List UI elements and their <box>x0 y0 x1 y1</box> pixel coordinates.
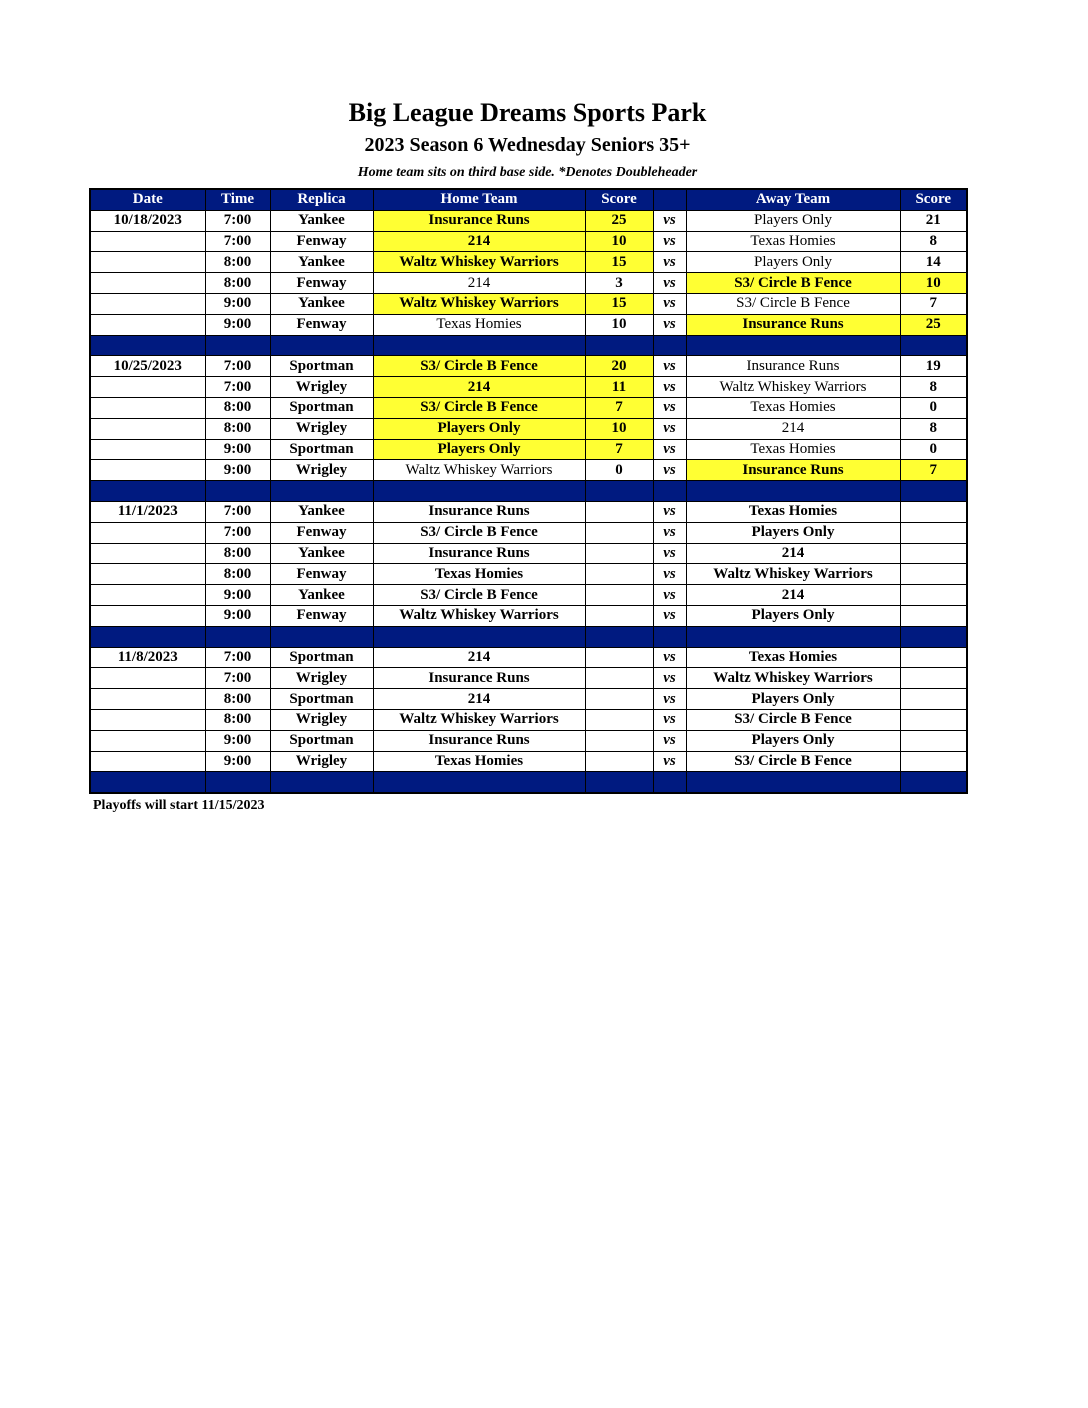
game-date <box>90 689 205 710</box>
table-row <box>90 689 967 710</box>
game-time: 7:00 <box>205 210 270 231</box>
away-score <box>900 522 967 543</box>
game-time: 8:00 <box>205 273 270 294</box>
game-date <box>90 751 205 772</box>
table-row <box>90 293 967 314</box>
away-team: 214 <box>686 418 900 439</box>
home-score <box>585 668 653 689</box>
column-header-away-team: Away Team <box>686 189 900 210</box>
separator-cell <box>900 335 967 356</box>
home-team: Texas Homies <box>373 564 585 585</box>
game-replica: Wrigley <box>270 377 373 398</box>
vs-label: vs <box>653 730 686 751</box>
schedule-table <box>89 188 968 794</box>
game-date <box>90 252 205 273</box>
table-row <box>90 252 967 273</box>
home-team: 214 <box>373 377 585 398</box>
column-header-home-team: Home Team <box>373 189 585 210</box>
game-replica: Sportman <box>270 439 373 460</box>
home-score: 15 <box>585 293 653 314</box>
home-team: Insurance Runs <box>373 730 585 751</box>
away-team: Waltz Whiskey Warriors <box>686 668 900 689</box>
home-team: Waltz Whiskey Warriors <box>373 252 585 273</box>
game-replica: Yankee <box>270 585 373 606</box>
game-time: 9:00 <box>205 460 270 481</box>
game-time: 9:00 <box>205 314 270 335</box>
vs-label: vs <box>653 210 686 231</box>
home-score <box>585 564 653 585</box>
week-separator-row <box>90 481 967 502</box>
game-date: 10/18/2023 <box>90 210 205 231</box>
table-row <box>90 668 967 689</box>
game-replica: Yankee <box>270 252 373 273</box>
away-team: Texas Homies <box>686 501 900 522</box>
separator-cell <box>653 335 686 356</box>
home-team: S3/ Circle B Fence <box>373 356 585 377</box>
away-score <box>900 730 967 751</box>
table-row <box>90 522 967 543</box>
week-separator-row <box>90 772 967 793</box>
away-score: 0 <box>900 439 967 460</box>
away-score: 7 <box>900 293 967 314</box>
game-replica: Fenway <box>270 314 373 335</box>
home-score: 25 <box>585 210 653 231</box>
separator-cell <box>900 626 967 647</box>
vs-label: vs <box>653 647 686 668</box>
separator-cell <box>373 626 585 647</box>
vs-label: vs <box>653 293 686 314</box>
away-score <box>900 751 967 772</box>
game-replica: Sportman <box>270 689 373 710</box>
game-date <box>90 730 205 751</box>
away-score: 10 <box>900 273 967 294</box>
game-date: 11/8/2023 <box>90 647 205 668</box>
away-team: Texas Homies <box>686 397 900 418</box>
away-score: 25 <box>900 314 967 335</box>
away-score: 8 <box>900 377 967 398</box>
vs-label: vs <box>653 314 686 335</box>
table-row <box>90 377 967 398</box>
game-time: 7:00 <box>205 231 270 252</box>
table-header-row <box>90 189 967 210</box>
separator-cell <box>373 481 585 502</box>
away-team: Players Only <box>686 605 900 626</box>
vs-label: vs <box>653 543 686 564</box>
away-score: 8 <box>900 231 967 252</box>
away-score: 7 <box>900 460 967 481</box>
table-row <box>90 564 967 585</box>
separator-cell <box>90 772 205 793</box>
game-date <box>90 460 205 481</box>
game-time: 7:00 <box>205 377 270 398</box>
column-header-date: Date <box>90 189 205 210</box>
away-team: Players Only <box>686 522 900 543</box>
away-team: Insurance Runs <box>686 314 900 335</box>
away-team: Texas Homies <box>686 439 900 460</box>
home-team: 214 <box>373 689 585 710</box>
game-replica: Sportman <box>270 397 373 418</box>
home-score: 10 <box>585 418 653 439</box>
away-team: Texas Homies <box>686 647 900 668</box>
separator-cell <box>585 626 653 647</box>
home-team: Insurance Runs <box>373 501 585 522</box>
separator-cell <box>90 626 205 647</box>
separator-cell <box>270 772 373 793</box>
vs-label: vs <box>653 397 686 418</box>
game-replica: Yankee <box>270 501 373 522</box>
game-date <box>90 397 205 418</box>
home-score: 10 <box>585 231 653 252</box>
game-replica: Sportman <box>270 647 373 668</box>
home-score <box>585 730 653 751</box>
home-team: Waltz Whiskey Warriors <box>373 605 585 626</box>
away-score <box>900 501 967 522</box>
home-score: 10 <box>585 314 653 335</box>
separator-cell <box>90 481 205 502</box>
game-replica: Wrigley <box>270 751 373 772</box>
table-row <box>90 585 967 606</box>
game-time: 9:00 <box>205 730 270 751</box>
vs-label: vs <box>653 564 686 585</box>
vs-label: vs <box>653 231 686 252</box>
game-time: 7:00 <box>205 501 270 522</box>
separator-cell <box>205 335 270 356</box>
game-time: 7:00 <box>205 522 270 543</box>
home-team: Texas Homies <box>373 314 585 335</box>
game-date <box>90 668 205 689</box>
playoffs-note: Playoffs will start 11/15/2023 <box>93 798 265 813</box>
game-replica: Wrigley <box>270 668 373 689</box>
vs-label: vs <box>653 460 686 481</box>
game-time: 9:00 <box>205 605 270 626</box>
game-time: 8:00 <box>205 564 270 585</box>
home-score <box>585 501 653 522</box>
game-replica: Yankee <box>270 293 373 314</box>
table-row <box>90 751 967 772</box>
home-team: Waltz Whiskey Warriors <box>373 293 585 314</box>
home-team: S3/ Circle B Fence <box>373 397 585 418</box>
table-row <box>90 501 967 522</box>
game-time: 8:00 <box>205 397 270 418</box>
game-time: 8:00 <box>205 689 270 710</box>
separator-cell <box>653 481 686 502</box>
game-replica: Sportman <box>270 730 373 751</box>
vs-label: vs <box>653 751 686 772</box>
schedule-note: Home team sits on third base side. *Denotes Doubleheader <box>357 165 698 180</box>
home-score: 15 <box>585 252 653 273</box>
home-team: Insurance Runs <box>373 210 585 231</box>
away-score <box>900 543 967 564</box>
away-score <box>900 647 967 668</box>
game-time: 7:00 <box>205 668 270 689</box>
separator-cell <box>585 335 653 356</box>
home-score: 7 <box>585 439 653 460</box>
game-date <box>90 231 205 252</box>
away-score: 8 <box>900 418 967 439</box>
separator-cell <box>373 335 585 356</box>
game-replica: Yankee <box>270 543 373 564</box>
game-replica: Sportman <box>270 356 373 377</box>
separator-cell <box>270 335 373 356</box>
week-separator-row <box>90 626 967 647</box>
column-header-replica: Replica <box>270 189 373 210</box>
separator-cell <box>205 772 270 793</box>
page-title: Big League Dreams Sports Park <box>348 98 707 127</box>
away-team: S3/ Circle B Fence <box>686 273 900 294</box>
separator-cell <box>686 772 900 793</box>
game-date <box>90 439 205 460</box>
separator-cell <box>90 335 205 356</box>
home-team: 214 <box>373 273 585 294</box>
table-row <box>90 543 967 564</box>
separator-cell <box>585 481 653 502</box>
game-replica: Fenway <box>270 605 373 626</box>
away-team: S3/ Circle B Fence <box>686 293 900 314</box>
separator-cell <box>900 772 967 793</box>
game-replica: Fenway <box>270 564 373 585</box>
week-separator-row <box>90 335 967 356</box>
separator-cell <box>686 481 900 502</box>
home-score <box>585 605 653 626</box>
away-score <box>900 585 967 606</box>
away-team: S3/ Circle B Fence <box>686 709 900 730</box>
table-row <box>90 709 967 730</box>
home-team: Insurance Runs <box>373 543 585 564</box>
game-time: 9:00 <box>205 293 270 314</box>
vs-label: vs <box>653 501 686 522</box>
game-date <box>90 564 205 585</box>
table-row <box>90 231 967 252</box>
away-team: Texas Homies <box>686 231 900 252</box>
game-time: 9:00 <box>205 751 270 772</box>
game-time: 8:00 <box>205 543 270 564</box>
home-score <box>585 647 653 668</box>
vs-label: vs <box>653 418 686 439</box>
home-score <box>585 522 653 543</box>
away-score: 21 <box>900 210 967 231</box>
separator-cell <box>653 626 686 647</box>
vs-label: vs <box>653 273 686 294</box>
column-header-vs <box>653 189 686 210</box>
table-row <box>90 314 967 335</box>
game-replica: Fenway <box>270 522 373 543</box>
away-team: Players Only <box>686 730 900 751</box>
game-time: 7:00 <box>205 647 270 668</box>
vs-label: vs <box>653 522 686 543</box>
home-score <box>585 751 653 772</box>
separator-cell <box>686 626 900 647</box>
away-team: Players Only <box>686 252 900 273</box>
home-team: Waltz Whiskey Warriors <box>373 709 585 730</box>
home-score <box>585 585 653 606</box>
away-score <box>900 668 967 689</box>
home-team: Texas Homies <box>373 751 585 772</box>
separator-cell <box>900 481 967 502</box>
away-score <box>900 689 967 710</box>
game-date <box>90 605 205 626</box>
vs-label: vs <box>653 605 686 626</box>
away-score <box>900 605 967 626</box>
game-date <box>90 314 205 335</box>
game-replica: Fenway <box>270 273 373 294</box>
separator-cell <box>205 626 270 647</box>
table-row <box>90 418 967 439</box>
game-date <box>90 585 205 606</box>
game-time: 8:00 <box>205 252 270 273</box>
away-team: Players Only <box>686 210 900 231</box>
away-score: 19 <box>900 356 967 377</box>
game-time: 9:00 <box>205 585 270 606</box>
game-replica: Fenway <box>270 231 373 252</box>
vs-label: vs <box>653 585 686 606</box>
home-team: Insurance Runs <box>373 668 585 689</box>
game-time: 8:00 <box>205 709 270 730</box>
home-team: S3/ Circle B Fence <box>373 585 585 606</box>
game-date <box>90 418 205 439</box>
home-score: 11 <box>585 377 653 398</box>
game-date <box>90 273 205 294</box>
game-date <box>90 293 205 314</box>
vs-label: vs <box>653 709 686 730</box>
separator-cell <box>270 481 373 502</box>
game-time: 9:00 <box>205 439 270 460</box>
table-row <box>90 730 967 751</box>
column-header-home-score: Score <box>585 189 653 210</box>
away-team: Waltz Whiskey Warriors <box>686 564 900 585</box>
game-date: 10/25/2023 <box>90 356 205 377</box>
home-team: Players Only <box>373 439 585 460</box>
home-score <box>585 543 653 564</box>
game-date: 11/1/2023 <box>90 501 205 522</box>
away-score: 14 <box>900 252 967 273</box>
home-score: 7 <box>585 397 653 418</box>
away-score: 0 <box>900 397 967 418</box>
home-score <box>585 689 653 710</box>
game-time: 8:00 <box>205 418 270 439</box>
vs-label: vs <box>653 439 686 460</box>
separator-cell <box>585 772 653 793</box>
table-row <box>90 605 967 626</box>
schedule-body <box>90 210 967 793</box>
away-team: Insurance Runs <box>686 460 900 481</box>
away-team: S3/ Circle B Fence <box>686 751 900 772</box>
table-row <box>90 439 967 460</box>
game-date <box>90 543 205 564</box>
separator-cell <box>270 626 373 647</box>
game-date <box>90 377 205 398</box>
game-replica: Wrigley <box>270 418 373 439</box>
home-team: Players Only <box>373 418 585 439</box>
away-team: 214 <box>686 585 900 606</box>
game-date <box>90 709 205 730</box>
away-team: Waltz Whiskey Warriors <box>686 377 900 398</box>
page-subtitle: 2023 Season 6 Wednesday Seniors 35+ <box>364 134 691 156</box>
away-team: 214 <box>686 543 900 564</box>
game-time: 7:00 <box>205 356 270 377</box>
home-team: 214 <box>373 647 585 668</box>
separator-cell <box>373 772 585 793</box>
away-score <box>900 564 967 585</box>
vs-label: vs <box>653 252 686 273</box>
away-team: Players Only <box>686 689 900 710</box>
separator-cell <box>686 335 900 356</box>
home-team: S3/ Circle B Fence <box>373 522 585 543</box>
table-row <box>90 460 967 481</box>
home-score: 3 <box>585 273 653 294</box>
game-replica: Yankee <box>270 210 373 231</box>
game-date <box>90 522 205 543</box>
game-replica: Wrigley <box>270 709 373 730</box>
column-header-away-score: Score <box>900 189 967 210</box>
home-score: 20 <box>585 356 653 377</box>
table-row <box>90 647 967 668</box>
table-row <box>90 273 967 294</box>
table-row <box>90 356 967 377</box>
home-score <box>585 709 653 730</box>
away-team: Insurance Runs <box>686 356 900 377</box>
home-team: 214 <box>373 231 585 252</box>
vs-label: vs <box>653 689 686 710</box>
away-score <box>900 709 967 730</box>
home-team: Waltz Whiskey Warriors <box>373 460 585 481</box>
separator-cell <box>205 481 270 502</box>
separator-cell <box>653 772 686 793</box>
table-row <box>90 397 967 418</box>
vs-label: vs <box>653 668 686 689</box>
column-header-time: Time <box>205 189 270 210</box>
home-score: 0 <box>585 460 653 481</box>
vs-label: vs <box>653 377 686 398</box>
game-replica: Wrigley <box>270 460 373 481</box>
table-row <box>90 210 967 231</box>
vs-label: vs <box>653 356 686 377</box>
